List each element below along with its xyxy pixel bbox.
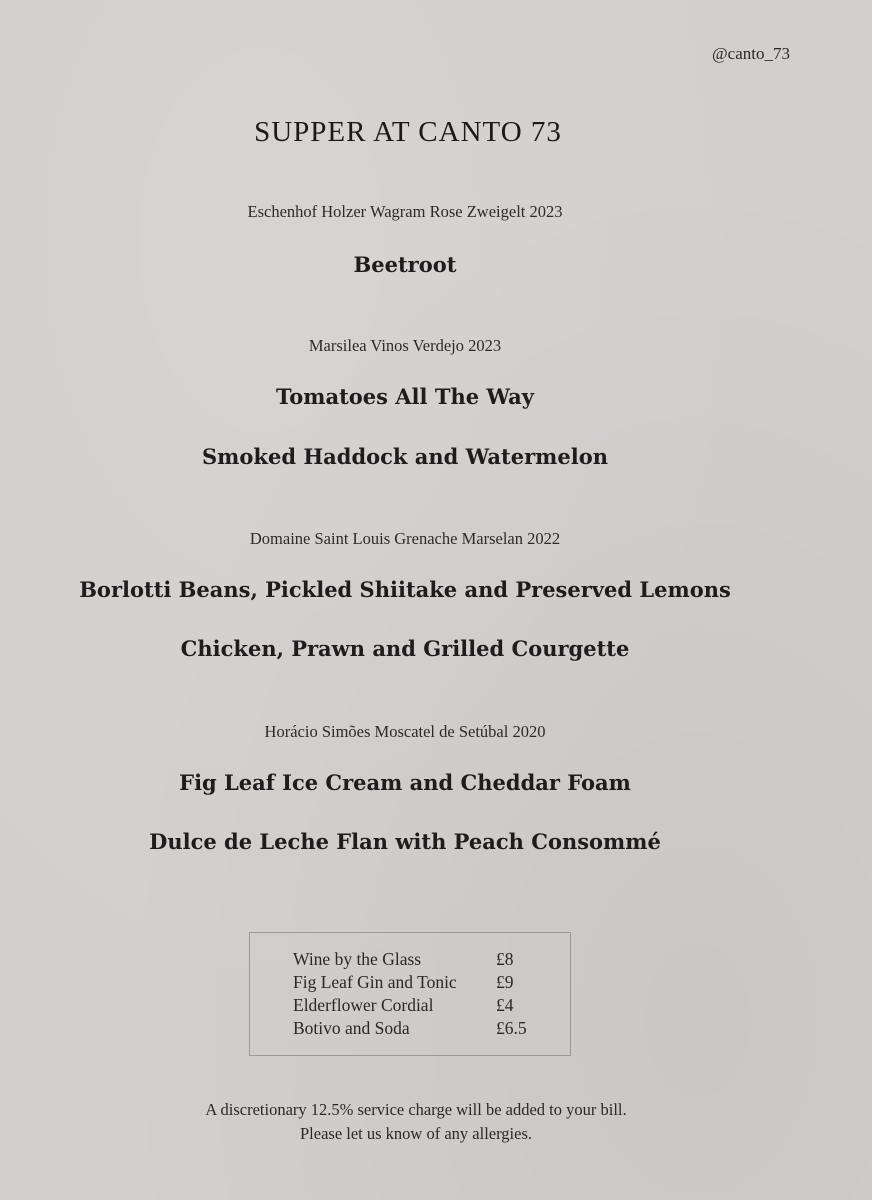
dish-fig-leaf-ice-cream: Fig Leaf Ice Cream and Cheddar Foam [179,770,631,795]
wine-pairing-4: Horácio Simões Moscatel de Setúbal 2020 [264,722,546,741]
service-charge-note: A discretionary 12.5% service charge will be added to your bill. [205,1100,627,1119]
drink-price: £6.5 [496,1018,527,1038]
drinks-list [249,932,571,1056]
wine-pairing-2: Marsilea Vinos Verdejo 2023 [308,336,502,355]
allergy-note: Please let us know of any allergies. [299,1124,532,1143]
drink-name: Fig Leaf Gin and Tonic [293,972,457,992]
drink-name: Botivo and Soda [293,1018,410,1038]
drink-name: Elderflower Cordial [293,995,434,1015]
menu-title: SUPPER AT CANTO 73 [254,116,562,148]
instagram-handle: @canto_73 [712,44,790,63]
dish-tomatoes: Tomatoes All The Way [276,384,534,409]
drink-price: £8 [496,949,514,969]
drink-name: Wine by the Glass [293,949,422,969]
dish-beetroot: Beetroot [353,252,457,277]
wine-pairing-3: Domaine Saint Louis Grenache Marselan 2022 [249,529,561,548]
wine-pairing-1: Eschenhof Holzer Wagram Rose Zweigelt 2023 [247,202,563,221]
dish-borlotti-beans: Borlotti Beans, Pickled Shiitake and Preserved Lemons [79,577,731,602]
dish-chicken-prawn: Chicken, Prawn and Grilled Courgette [180,636,630,661]
drink-price: £4 [496,995,514,1015]
drink-price: £9 [496,972,514,992]
dish-dulce-de-leche-flan: Dulce de Leche Flan with Peach Consommé [149,829,661,854]
dish-smoked-haddock: Smoked Haddock and Watermelon [202,444,608,469]
